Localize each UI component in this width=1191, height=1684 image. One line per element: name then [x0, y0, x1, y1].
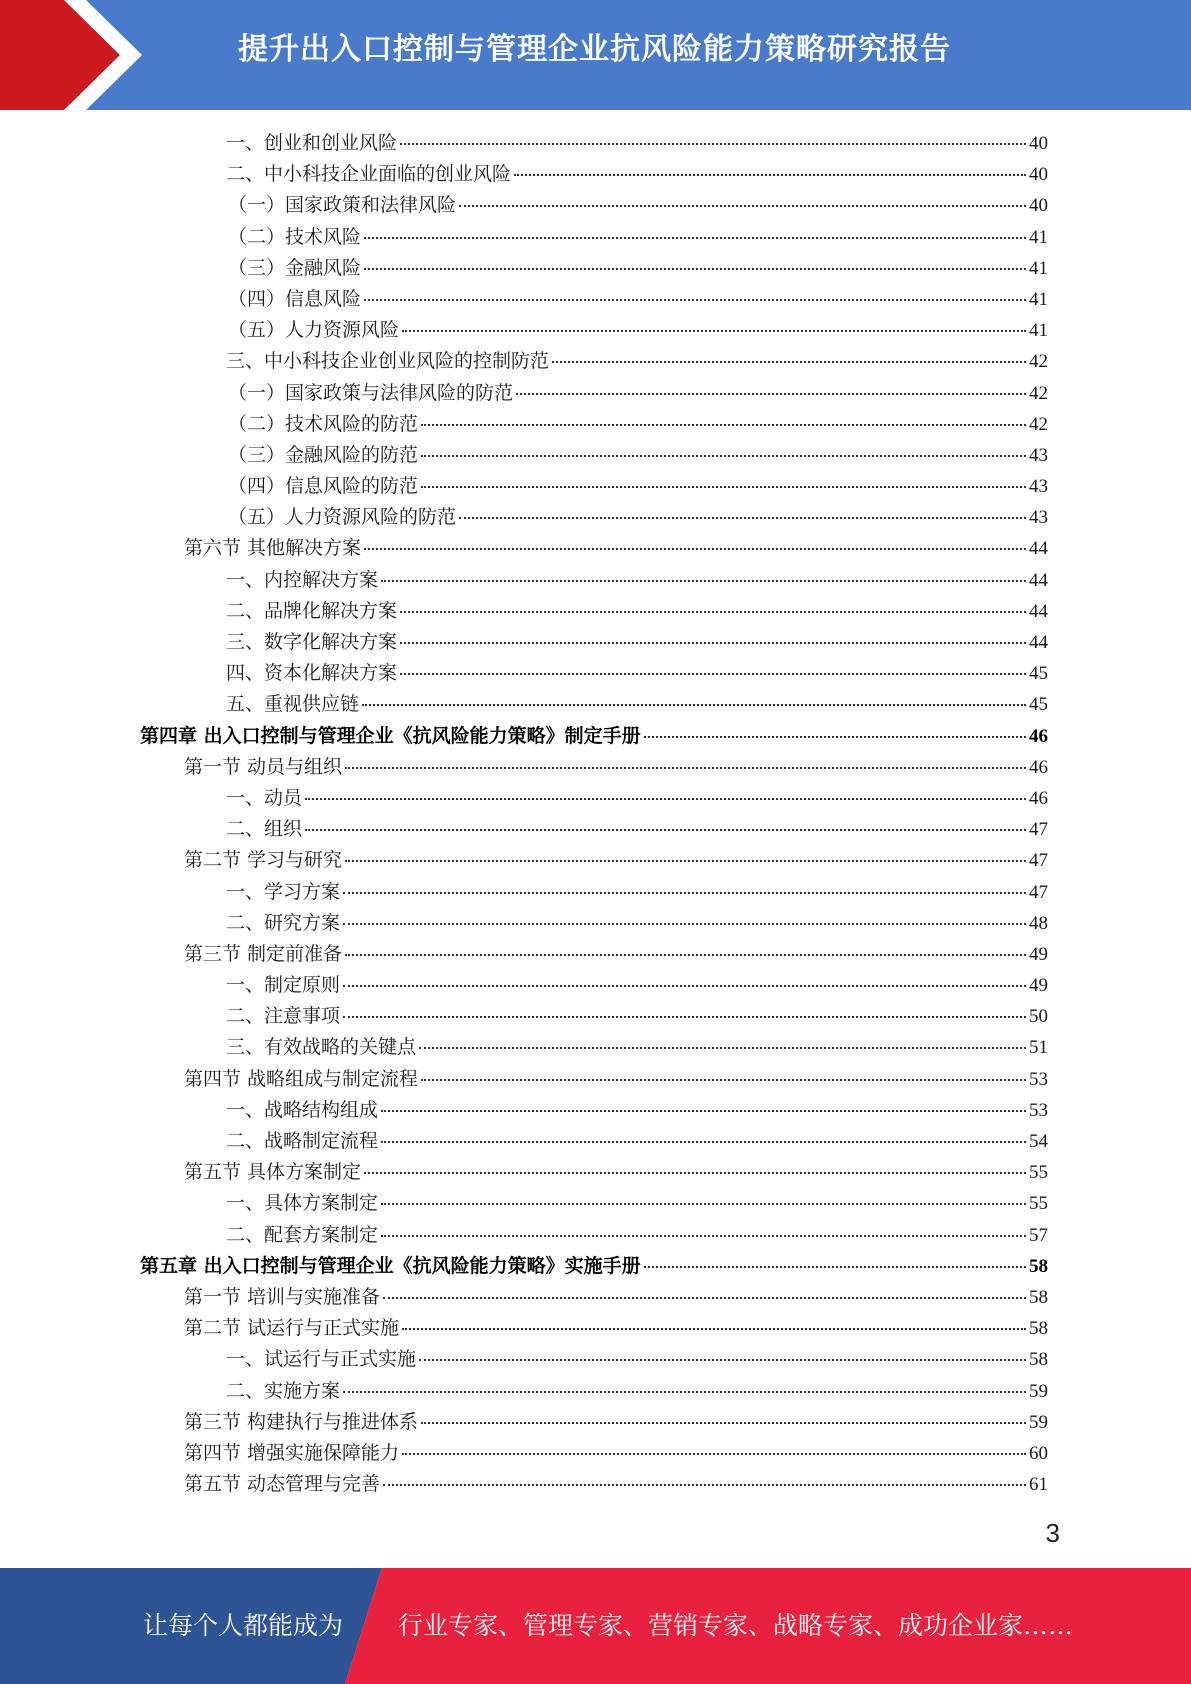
toc-subsection-entry[interactable] — [140, 1095, 1048, 1126]
toc-entry-label: 二、实施方案 — [226, 1379, 341, 1402]
toc-dot-leader — [516, 393, 1026, 395]
toc-subsection-entry[interactable] — [140, 1220, 1048, 1251]
toc-entry-page: 45 — [1029, 663, 1048, 685]
toc-entry-label: 二、注意事项 — [226, 1005, 341, 1028]
toc-dot-leader — [381, 1141, 1026, 1143]
toc-subsection-entry[interactable] — [140, 596, 1048, 627]
toc-entry-page: 41 — [1029, 257, 1048, 279]
toc-dot-leader — [419, 1359, 1026, 1361]
toc-entry-page: 42 — [1029, 351, 1048, 373]
toc-entry-label: 二、中小科技企业面临的创业风险 — [226, 163, 512, 186]
toc-entry-page: 47 — [1029, 881, 1048, 903]
toc-entry-label: 第二节 试运行与正式实施 — [184, 1317, 400, 1340]
toc-dot-leader — [343, 1016, 1026, 1018]
toc-entry-label: 一、动员 — [226, 786, 303, 809]
toc-dot-leader — [381, 580, 1026, 582]
toc-dot-leader — [362, 704, 1026, 706]
toc-entry-page: 48 — [1029, 912, 1048, 934]
toc-subsection-entry[interactable] — [140, 440, 1048, 471]
toc-entry-page: 49 — [1029, 975, 1048, 997]
toc-subsection-entry[interactable] — [140, 471, 1048, 502]
toc-subsection-entry[interactable] — [140, 409, 1048, 440]
toc-entry-page: 57 — [1029, 1224, 1048, 1246]
toc-entry-label: 第四节 增强实施保障能力 — [184, 1441, 400, 1464]
toc-subsection-entry[interactable] — [140, 658, 1048, 689]
toc-entry-label: （五）人力资源风险的防范 — [228, 506, 457, 529]
toc-entry-page: 40 — [1029, 195, 1048, 217]
toc-entry-page: 53 — [1029, 1068, 1048, 1090]
header-title: 提升出入口控制与管理企业抗风险能力策略研究报告 — [238, 32, 951, 67]
toc-subsection-entry[interactable] — [140, 783, 1048, 814]
toc-dot-leader — [400, 673, 1026, 675]
toc-entry-label: 一、学习方案 — [226, 880, 341, 903]
toc-dot-leader — [459, 517, 1026, 519]
toc-dot-leader — [400, 642, 1026, 644]
toc-entry-label: （五）人力资源风险 — [228, 319, 400, 342]
footer-slogan: 让每个人都能成为 — [143, 1611, 344, 1640]
toc-entry-page: 55 — [1029, 1162, 1048, 1184]
toc-dot-leader — [421, 1422, 1026, 1424]
toc-section-entry[interactable] — [140, 1313, 1048, 1344]
toc-dot-leader — [343, 985, 1026, 987]
toc-entry-label: 一、战略结构组成 — [226, 1098, 379, 1121]
toc-subsection-entry[interactable] — [140, 1001, 1048, 1032]
toc-dot-leader — [421, 455, 1026, 457]
toc-dot-leader — [305, 798, 1026, 800]
toc-subsection-entry[interactable] — [140, 346, 1048, 377]
toc-entry-label: 三、中小科技企业创业风险的控制防范 — [226, 350, 550, 373]
toc-dot-leader — [400, 611, 1026, 613]
toc-entry-page: 61 — [1029, 1474, 1048, 1496]
toc-subsection-entry[interactable] — [140, 908, 1048, 939]
toc-entry-label: （二）技术风险 — [228, 225, 362, 248]
toc-entry-page: 46 — [1029, 787, 1048, 809]
toc-dot-leader — [514, 174, 1026, 176]
toc-entry-page: 49 — [1029, 943, 1048, 965]
toc-entry-page: 60 — [1029, 1442, 1048, 1464]
toc-entry-page: 47 — [1029, 850, 1048, 872]
toc-dot-leader — [459, 205, 1026, 207]
toc-section-entry[interactable] — [140, 752, 1048, 783]
toc-subsection-entry[interactable] — [140, 689, 1048, 720]
toc-entry-page: 43 — [1029, 507, 1048, 529]
toc-section-entry[interactable] — [140, 1469, 1048, 1500]
toc-dot-leader — [381, 1203, 1026, 1205]
toc-entry-label: 一、创业和创业风险 — [226, 132, 398, 154]
toc-subsection-entry[interactable] — [140, 627, 1048, 658]
toc-entry-page: 58 — [1029, 1255, 1048, 1277]
toc-dot-leader — [419, 1047, 1026, 1049]
toc-dot-leader — [402, 1453, 1026, 1455]
toc-entry-page: 42 — [1029, 382, 1048, 404]
toc-subsection-entry[interactable] — [140, 1032, 1048, 1063]
toc-entry-page: 58 — [1029, 1318, 1048, 1340]
toc-entry-page: 53 — [1029, 1099, 1048, 1121]
toc-dot-leader — [364, 268, 1026, 270]
toc-entry-page: 41 — [1029, 320, 1048, 342]
toc-dot-leader — [552, 361, 1026, 363]
toc-entry-label: 二、组织 — [226, 818, 303, 841]
toc-entry-label: 一、内控解决方案 — [226, 568, 379, 591]
toc-dot-leader — [421, 1079, 1026, 1081]
toc-entry-page: 58 — [1029, 1349, 1048, 1371]
toc-dot-leader — [364, 548, 1026, 550]
toc-entry-label: 一、试运行与正式实施 — [226, 1348, 417, 1371]
toc-section-entry[interactable] — [140, 1157, 1048, 1188]
table-of-contents — [140, 128, 1048, 1500]
toc-dot-leader — [400, 143, 1026, 145]
toc-dot-leader — [343, 892, 1026, 894]
toc-dot-leader — [343, 923, 1026, 925]
toc-subsection-entry[interactable] — [140, 1126, 1048, 1157]
toc-dot-leader — [421, 424, 1026, 426]
toc-entry-page: 58 — [1029, 1286, 1048, 1308]
toc-entry-page: 42 — [1029, 413, 1048, 435]
toc-entry-label: 一、制定原则 — [226, 974, 341, 997]
page-header — [0, 0, 1191, 110]
toc-dot-leader — [345, 860, 1026, 862]
page-number: 3 — [1045, 1518, 1060, 1548]
toc-entry-label: 第四节 战略组成与制定流程 — [184, 1067, 419, 1090]
toc-entry-label: （二）技术风险的防范 — [228, 412, 419, 435]
toc-entry-page: 45 — [1029, 694, 1048, 716]
toc-subsection-entry[interactable] — [140, 222, 1048, 253]
toc-entry-page: 41 — [1029, 226, 1048, 248]
toc-entry-label: 第三节 构建执行与推进体系 — [184, 1410, 419, 1433]
toc-entry-label: 第五节 具体方案制定 — [184, 1161, 362, 1184]
toc-section-entry[interactable] — [140, 1064, 1048, 1095]
toc-entry-page: 50 — [1029, 1006, 1048, 1028]
toc-entry-page: 47 — [1029, 819, 1048, 841]
toc-entry-page: 40 — [1029, 133, 1048, 154]
toc-entry-label: 三、数字化解决方案 — [226, 631, 398, 653]
toc-entry-page: 43 — [1029, 444, 1048, 466]
toc-entry-page: 46 — [1029, 725, 1048, 747]
toc-entry-page: 41 — [1029, 288, 1048, 310]
toc-entry-label: 第一节 动员与组织 — [184, 755, 343, 778]
toc-entry-page: 44 — [1029, 538, 1048, 560]
toc-entry-page: 44 — [1029, 632, 1048, 653]
toc-entry-label: 二、配套方案制定 — [226, 1223, 379, 1246]
toc-subsection-entry[interactable] — [140, 970, 1048, 1001]
toc-entry-page: 44 — [1029, 569, 1048, 591]
toc-subsection-entry[interactable] — [140, 253, 1048, 284]
toc-dot-leader — [402, 330, 1026, 332]
toc-chapter-entry[interactable] — [140, 721, 1048, 752]
toc-subsection-entry[interactable] — [140, 502, 1048, 533]
toc-dot-leader — [345, 954, 1026, 956]
toc-subsection-entry[interactable] — [140, 565, 1048, 596]
toc-subsection-entry[interactable] — [140, 877, 1048, 908]
toc-dot-leader — [364, 237, 1026, 239]
toc-subsection-entry[interactable] — [140, 814, 1048, 845]
toc-entry-label: （三）金融风险 — [228, 256, 362, 279]
toc-entry-page: 46 — [1029, 756, 1048, 778]
toc-entry-label: 二、品牌化解决方案 — [226, 599, 398, 622]
toc-dot-leader — [305, 829, 1026, 831]
toc-entry-page: 40 — [1029, 164, 1048, 186]
toc-entry-label: 第三节 制定前准备 — [184, 942, 343, 965]
toc-section-entry[interactable] — [140, 533, 1048, 564]
toc-entry-label: 第一节 培训与实施准备 — [184, 1285, 381, 1308]
toc-entry-label: 第四章 出入口控制与管理企业《抗风险能力策略》制定手册 — [140, 724, 641, 747]
toc-dot-leader — [644, 1266, 1026, 1268]
toc-dot-leader — [644, 736, 1026, 738]
toc-entry-page: 54 — [1029, 1131, 1048, 1152]
toc-section-entry[interactable] — [140, 1282, 1048, 1313]
toc-entry-label: 五、重视供应链 — [226, 693, 360, 716]
header-arrow-graphic — [0, 0, 160, 110]
toc-entry-label: （四）信息风险的防范 — [228, 475, 419, 498]
footer-roles: 行业专家、管理专家、营销专家、战略专家、成功企业家…… — [398, 1611, 1074, 1640]
toc-section-entry[interactable] — [140, 845, 1048, 876]
toc-subsection-entry[interactable] — [140, 315, 1048, 346]
toc-entry-page: 55 — [1029, 1193, 1048, 1215]
toc-entry-label: 四、资本化解决方案 — [226, 662, 398, 685]
toc-section-entry[interactable] — [140, 1407, 1048, 1438]
toc-entry-label: 二、研究方案 — [226, 911, 341, 934]
toc-subsection-entry[interactable] — [140, 159, 1048, 190]
toc-subsection-entry[interactable] — [140, 1376, 1048, 1407]
toc-subsection-entry[interactable] — [140, 1344, 1048, 1375]
toc-entry-label: 第五节 动态管理与完善 — [184, 1473, 381, 1496]
page-footer — [0, 1568, 1191, 1684]
toc-section-entry[interactable] — [140, 1438, 1048, 1469]
toc-dot-leader — [364, 1172, 1026, 1174]
toc-dot-leader — [402, 1328, 1026, 1330]
toc-entry-page: 44 — [1029, 600, 1048, 622]
toc-entry-label: （一）国家政策和法律风险 — [228, 194, 457, 217]
toc-entry-label: 二、战略制定流程 — [226, 1130, 379, 1152]
toc-entry-label: 一、具体方案制定 — [226, 1192, 379, 1215]
toc-entry-page: 51 — [1029, 1037, 1048, 1059]
toc-section-entry[interactable] — [140, 939, 1048, 970]
toc-entry-page: 59 — [1029, 1380, 1048, 1402]
toc-subsection-entry[interactable] — [140, 1188, 1048, 1219]
toc-dot-leader — [364, 299, 1026, 301]
toc-entry-page: 59 — [1029, 1411, 1048, 1433]
toc-subsection-entry[interactable] — [140, 378, 1048, 409]
toc-entry-page: 43 — [1029, 476, 1048, 498]
toc-entry-label: （四）信息风险 — [228, 287, 362, 310]
toc-dot-leader — [381, 1235, 1026, 1237]
toc-subsection-entry[interactable] — [140, 284, 1048, 315]
toc-subsection-entry[interactable] — [140, 190, 1048, 221]
toc-entry-label: 三、有效战略的关键点 — [226, 1036, 417, 1059]
toc-dot-leader — [383, 1484, 1026, 1486]
toc-entry-label: 第五章 出入口控制与管理企业《抗风险能力策略》实施手册 — [140, 1254, 641, 1277]
toc-chapter-entry[interactable] — [140, 1251, 1048, 1282]
toc-dot-leader — [421, 486, 1026, 488]
toc-entry-label: （一）国家政策与法律风险的防范 — [228, 381, 514, 404]
toc-entry-label: 第二节 学习与研究 — [184, 849, 343, 872]
toc-dot-leader — [381, 1110, 1026, 1112]
toc-dot-leader — [345, 767, 1026, 769]
toc-entry-label: （三）金融风险的防范 — [228, 443, 419, 466]
toc-dot-leader — [383, 1297, 1026, 1299]
toc-dot-leader — [343, 1391, 1026, 1393]
toc-subsection-entry[interactable] — [140, 128, 1048, 159]
toc-entry-label: 第六节 其他解决方案 — [184, 537, 362, 560]
